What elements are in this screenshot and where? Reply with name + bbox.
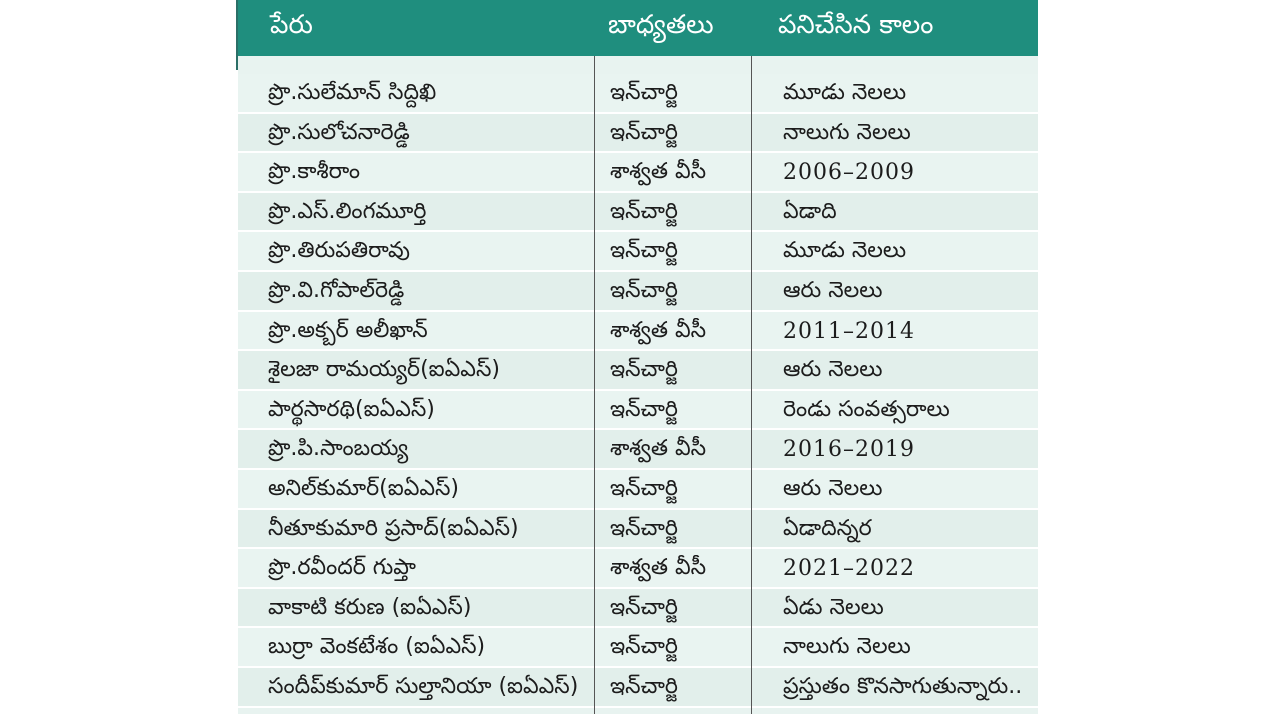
table-row [238, 312, 1038, 352]
cell-name: పార్థసారథి(ఐఏఎస్) [268, 396, 435, 422]
cell-role: ఇన్‌చార్జి [610, 396, 678, 422]
header-period: పనిచేసిన కాలం [778, 10, 934, 40]
cell-name: ప్రొ.పి.సాంబయ్య [268, 436, 409, 462]
table-row [238, 549, 1038, 589]
cell-period: ఏడు నెలలు [783, 594, 884, 620]
cell-name: ప్రొ.కాశీరాం [268, 159, 361, 185]
cell-role: ఇన్‌చార్జి [610, 673, 678, 699]
cell-role: శాశ్వత వీసీ [610, 555, 707, 581]
column-divider [594, 56, 595, 714]
cell-role: ఇన్‌చార్జి [610, 277, 678, 303]
cell-period: 2011–2014 [783, 318, 915, 344]
cell-period: ఏడాదిన్నర [783, 515, 872, 541]
cell-period: నాలుగు నెలలు [783, 119, 911, 145]
cell-name: సందీప్‌కుమార్ సుల్తానియా (ఐఏఎస్) [268, 673, 579, 699]
table-row [238, 430, 1038, 470]
cell-name: ప్రొ.అక్బర్ అలీఖాన్ [268, 317, 428, 343]
vc-history-table [238, 0, 1038, 714]
cell-role: ఇన్‌చార్జి [610, 80, 678, 105]
cell-name: ప్రొ.రవీందర్ గుప్తా [268, 555, 416, 581]
cell-role: ఇన్‌చార్జి [610, 357, 678, 383]
cell-period: ప్రస్తుతం కొనసాగుతున్నారు.. [783, 673, 1023, 699]
table-row [238, 668, 1038, 708]
cell-role: ఇన్‌చార్జి [610, 475, 678, 501]
cell-name: బుర్రా వెంకటేశం (ఐఏఎస్) [268, 634, 486, 660]
cell-period: 2021–2022 [783, 556, 915, 582]
cell-period: ఆరు నెలలు [783, 277, 883, 303]
cell-period: రెండు సంవత్సరాలు [783, 396, 950, 422]
cell-period: ఆరు నెలలు [783, 357, 883, 383]
table-row [238, 272, 1038, 312]
cell-role: ఇన్‌చార్జి [610, 594, 678, 620]
cell-name: శైలజా రామయ్యర్(ఐఏఎస్) [268, 357, 500, 383]
table-header [238, 0, 1038, 56]
cell-role: శాశ్వత వీసీ [610, 159, 707, 185]
table-row [238, 114, 1038, 154]
cell-period: మూడు నెలలు [783, 238, 907, 264]
table-row [238, 391, 1038, 431]
table-row [238, 74, 1038, 114]
header-name: పేరు [270, 10, 313, 40]
cell-period: ఆరు నెలలు [783, 475, 883, 501]
header-role: బాధ్యతలు [608, 10, 714, 40]
table-row [238, 510, 1038, 550]
cell-name: ప్రొ.సులోచనారెడ్డి [268, 119, 410, 145]
table-row [238, 628, 1038, 668]
cell-role: ఇన్‌చార్జి [610, 238, 678, 264]
table-row [238, 589, 1038, 629]
cell-period: 2006–2009 [783, 160, 915, 186]
table-row [238, 153, 1038, 193]
cell-role: శాశ్వత వీసీ [610, 317, 707, 343]
table-row [238, 232, 1038, 272]
cell-period: నాలుగు నెలలు [783, 634, 911, 660]
table-row [238, 470, 1038, 510]
cell-role: ఇన్‌చార్జి [610, 119, 678, 145]
cell-period: 2016–2019 [783, 437, 915, 463]
table-row [238, 351, 1038, 391]
cell-role: ఇన్‌చార్జి [610, 515, 678, 541]
cell-period: ఏడాది [783, 198, 837, 224]
cell-name: ప్రొ.వి.గోపాల్‌రెడ్డి [268, 277, 405, 303]
cell-name: నీతూకుమారి ప్రసాద్(ఐఏఎస్) [268, 515, 519, 541]
table-row [238, 193, 1038, 233]
table-body [238, 74, 1038, 708]
cell-period: మూడు నెలలు [783, 80, 907, 105]
cell-name: ప్రొ.సులేమాన్ సిద్దిఖి [268, 80, 437, 105]
cell-role: ఇన్‌చార్జి [610, 198, 678, 224]
cell-name: ప్రొ.తిరుపతిరావు [268, 238, 410, 264]
cell-name: అనిల్‌కుమార్(ఐఏఎస్) [268, 475, 460, 501]
cell-name: వాకాటి కరుణ (ఐఏఎస్) [268, 594, 472, 620]
cell-name: ప్రొ.ఎస్.లింగమూర్తి [268, 198, 427, 224]
cell-role: ఇన్‌చార్జి [610, 634, 678, 660]
column-divider [751, 56, 752, 714]
cell-role: శాశ్వత వీసీ [610, 436, 707, 462]
